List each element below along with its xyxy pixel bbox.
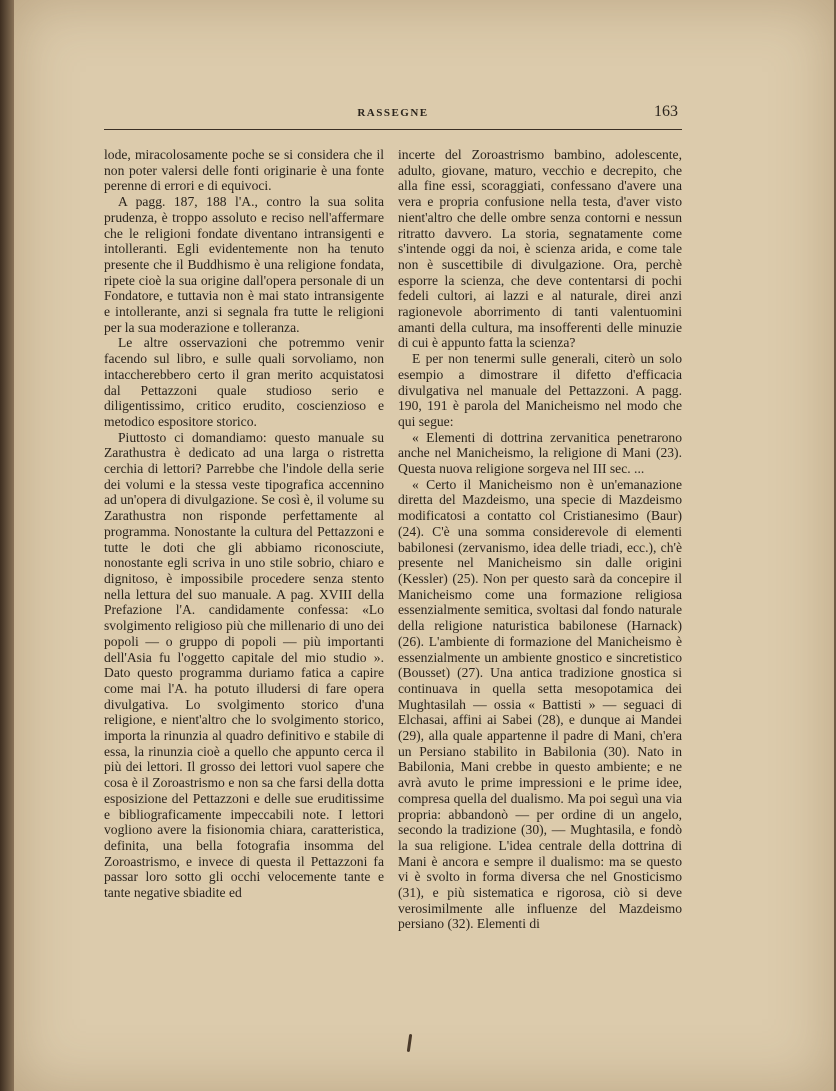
left-column	[104, 147, 384, 917]
paragraph: Le altre osservazioni che potremmo venir facendo sul libro, e sulle quali sorvoliamo, non intaccherebbero certo il gran merito acquistatosi dal Pettazzoni quale studioso serio e diligentissimo, critico erudito, coscienzioso e metodico espositore storico.	[104, 335, 384, 429]
paragraph: A pagg. 187, 188 l'A., contro la sua solita prudenza, è troppo assoluto e reciso nell'affermare che le religioni fondate diventano intransigenti e intolleranti. Egli evidentemente non ha tenuto presente che il Buddhismo è una religione fondata, ripete cioè la sua origine dall'opera personale di un Fondatore, e tuttavia non è mai stato intransigente e intollerante, anzi si segnala fra tutte le religioni per la sua moderazione e tolleranza.	[104, 194, 384, 335]
right-column	[398, 147, 682, 932]
running-head: RASSEGNE	[357, 107, 429, 119]
page-number: 163	[654, 103, 678, 120]
book-gutter	[0, 0, 14, 1091]
paragraph: E per non tenermi sulle generali, citerò un solo esempio a dimostrare il difetto d'efficacia divulgativa nel manuale del Pettazzoni. A pagg. 190, 191 è parola del Manicheismo nel modo che qui segue:	[398, 351, 682, 429]
paragraph: incerte del Zoroastrismo bambino, adolescente, adulto, giovane, maturo, vecchio e decrepito, che alla fine essi, scoraggiati, confessano d'avere una vera e propria confusione nella testa, d'aver visto nient'altro che delle ombre senza contorni e nessun ritratto davvero. La storia, segnatamente come s'intende oggi da noi, è scienza arida, e come tale non è suscettibile di divulgazione. Ora, perchè esporre la scienza, che deve contentarsi di pochi fedeli cultori, ai lazzi e al naturale, direi anzi ragionevole aborrimento di tanti valentuomini amanti della cultura, ma insofferenti delle minuzie di cui è appunto fatta la scienza?	[398, 147, 682, 351]
page-header	[104, 103, 682, 130]
quoted-paragraph: « Elementi di dottrina zervanitica penetrarono anche nel Manicheismo, la religione di Mani (23). Questa nuova religione sorgeva nel III sec. ...	[398, 429, 682, 477]
quoted-paragraph: « Certo il Manicheismo non è un'emanazione diretta del Mazdeismo, una specie di Mazdeismo modificatosi a contatto col Cristianesimo (Baur) (24). C'è una somma considerevole di elementi babilonesi (zervanismo, idea delle triadi, ecc.), ch'è presente nel Manicheismo sin dalle origini (Kessler) (25). Non per questo sarà da concepire il Manicheismo come una formazione religiosa essenzialmente semitica, svoltasi dal fondo naturale della religione naturistica babilonese (Harnack) (26). L'ambiente di formazione del Manicheismo è essenzialmente un ambiente gnostico e sincretistico (Bousset) (27). Una antica tradizione gnostica si continuava in quella setta mesopotamica dei Mughtasilah — ossia « Battisti » — seguaci di Elchasai, affini ai Sabei (28), e dunque ai Mandei (29), alla quale appartenne il padre di Mani, ch'era un Persiano stabilito in Babilonia (30). Nato in Babilonia, Mani crebbe in questo ambiente; e ne avrà avuto le prime impressioni e le prime idee, compresa quella del dualismo. Ma poi seguì una via propria: abbandonò — per ordine di un angelo, secondo la tradizione (30), — Mughtasila, e fondò la sua religione. L'idea centrale della dottrina di Mani è ancora e sempre il dualismo: ma se questo vi è svolto in forma diversa che nel Gnosticismo (31), e più sistematica e rigorosa, ciò si deve verosimilmente alle influenze del Mazdeismo persiano (32). Elementi di	[398, 476, 682, 932]
paragraph: lode, miracolosamente poche se si considera che il non poter valersi delle fonti originarie è una fonte perenne di errori e di equivoci.	[104, 147, 384, 194]
paragraph: Piuttosto ci domandiamo: questo manuale su Zarathustra è dedicato ad una larga o ristretta cerchia di lettori? Parrebbe che l'indole della serie dei volumi e la stessa veste tipografica accennino ad un'opera di divulgazione. Se così è, il volume su Zarathustra non risponde perfettamente al programma. Nonostante la cultura del Pettazzoni e tutte le doti che gli abbiamo riconosciute, nonostante egli scriva in uno stile sobrio, chiaro e dignitoso, è impossibile procedere senza stento nella lettura del suo manuale. A pag. XVIII della Prefazione l'A. candidamente confessa: «Lo svolgimento religioso più che millenario di uno dei popoli — o gruppo di popoli — più importanti dell'Asia fu l'oggetto capitale del mio studio ». Dato questo programma duriamo fatica a capire come mai l'A. ha potuto illudersi di fare opera divulgativa. Lo svolgimento storico d'una religione, e nient'altro che lo svolgimento storico, importa la rinunzia al quadro definitivo e stabile di essa, la rinunzia cioè a quello che appunto cerca il più dei lettori. Il grosso dei lettori vuol sapere che cosa è il Zoroastrismo e non sa che farsi della dotta esposizione del Pettazzoni e delle sue eruditissime e bibliograficamente impeccabili note. I lettori vogliono avere la fisionomia chiara, caratteristica, definita, una bella fotografia insomma del Zoroastrismo, e invece di questa il Pettazzoni fa passar loro sotto gli occhi velocemente tante e tante negative sbiadite ed	[104, 429, 384, 901]
